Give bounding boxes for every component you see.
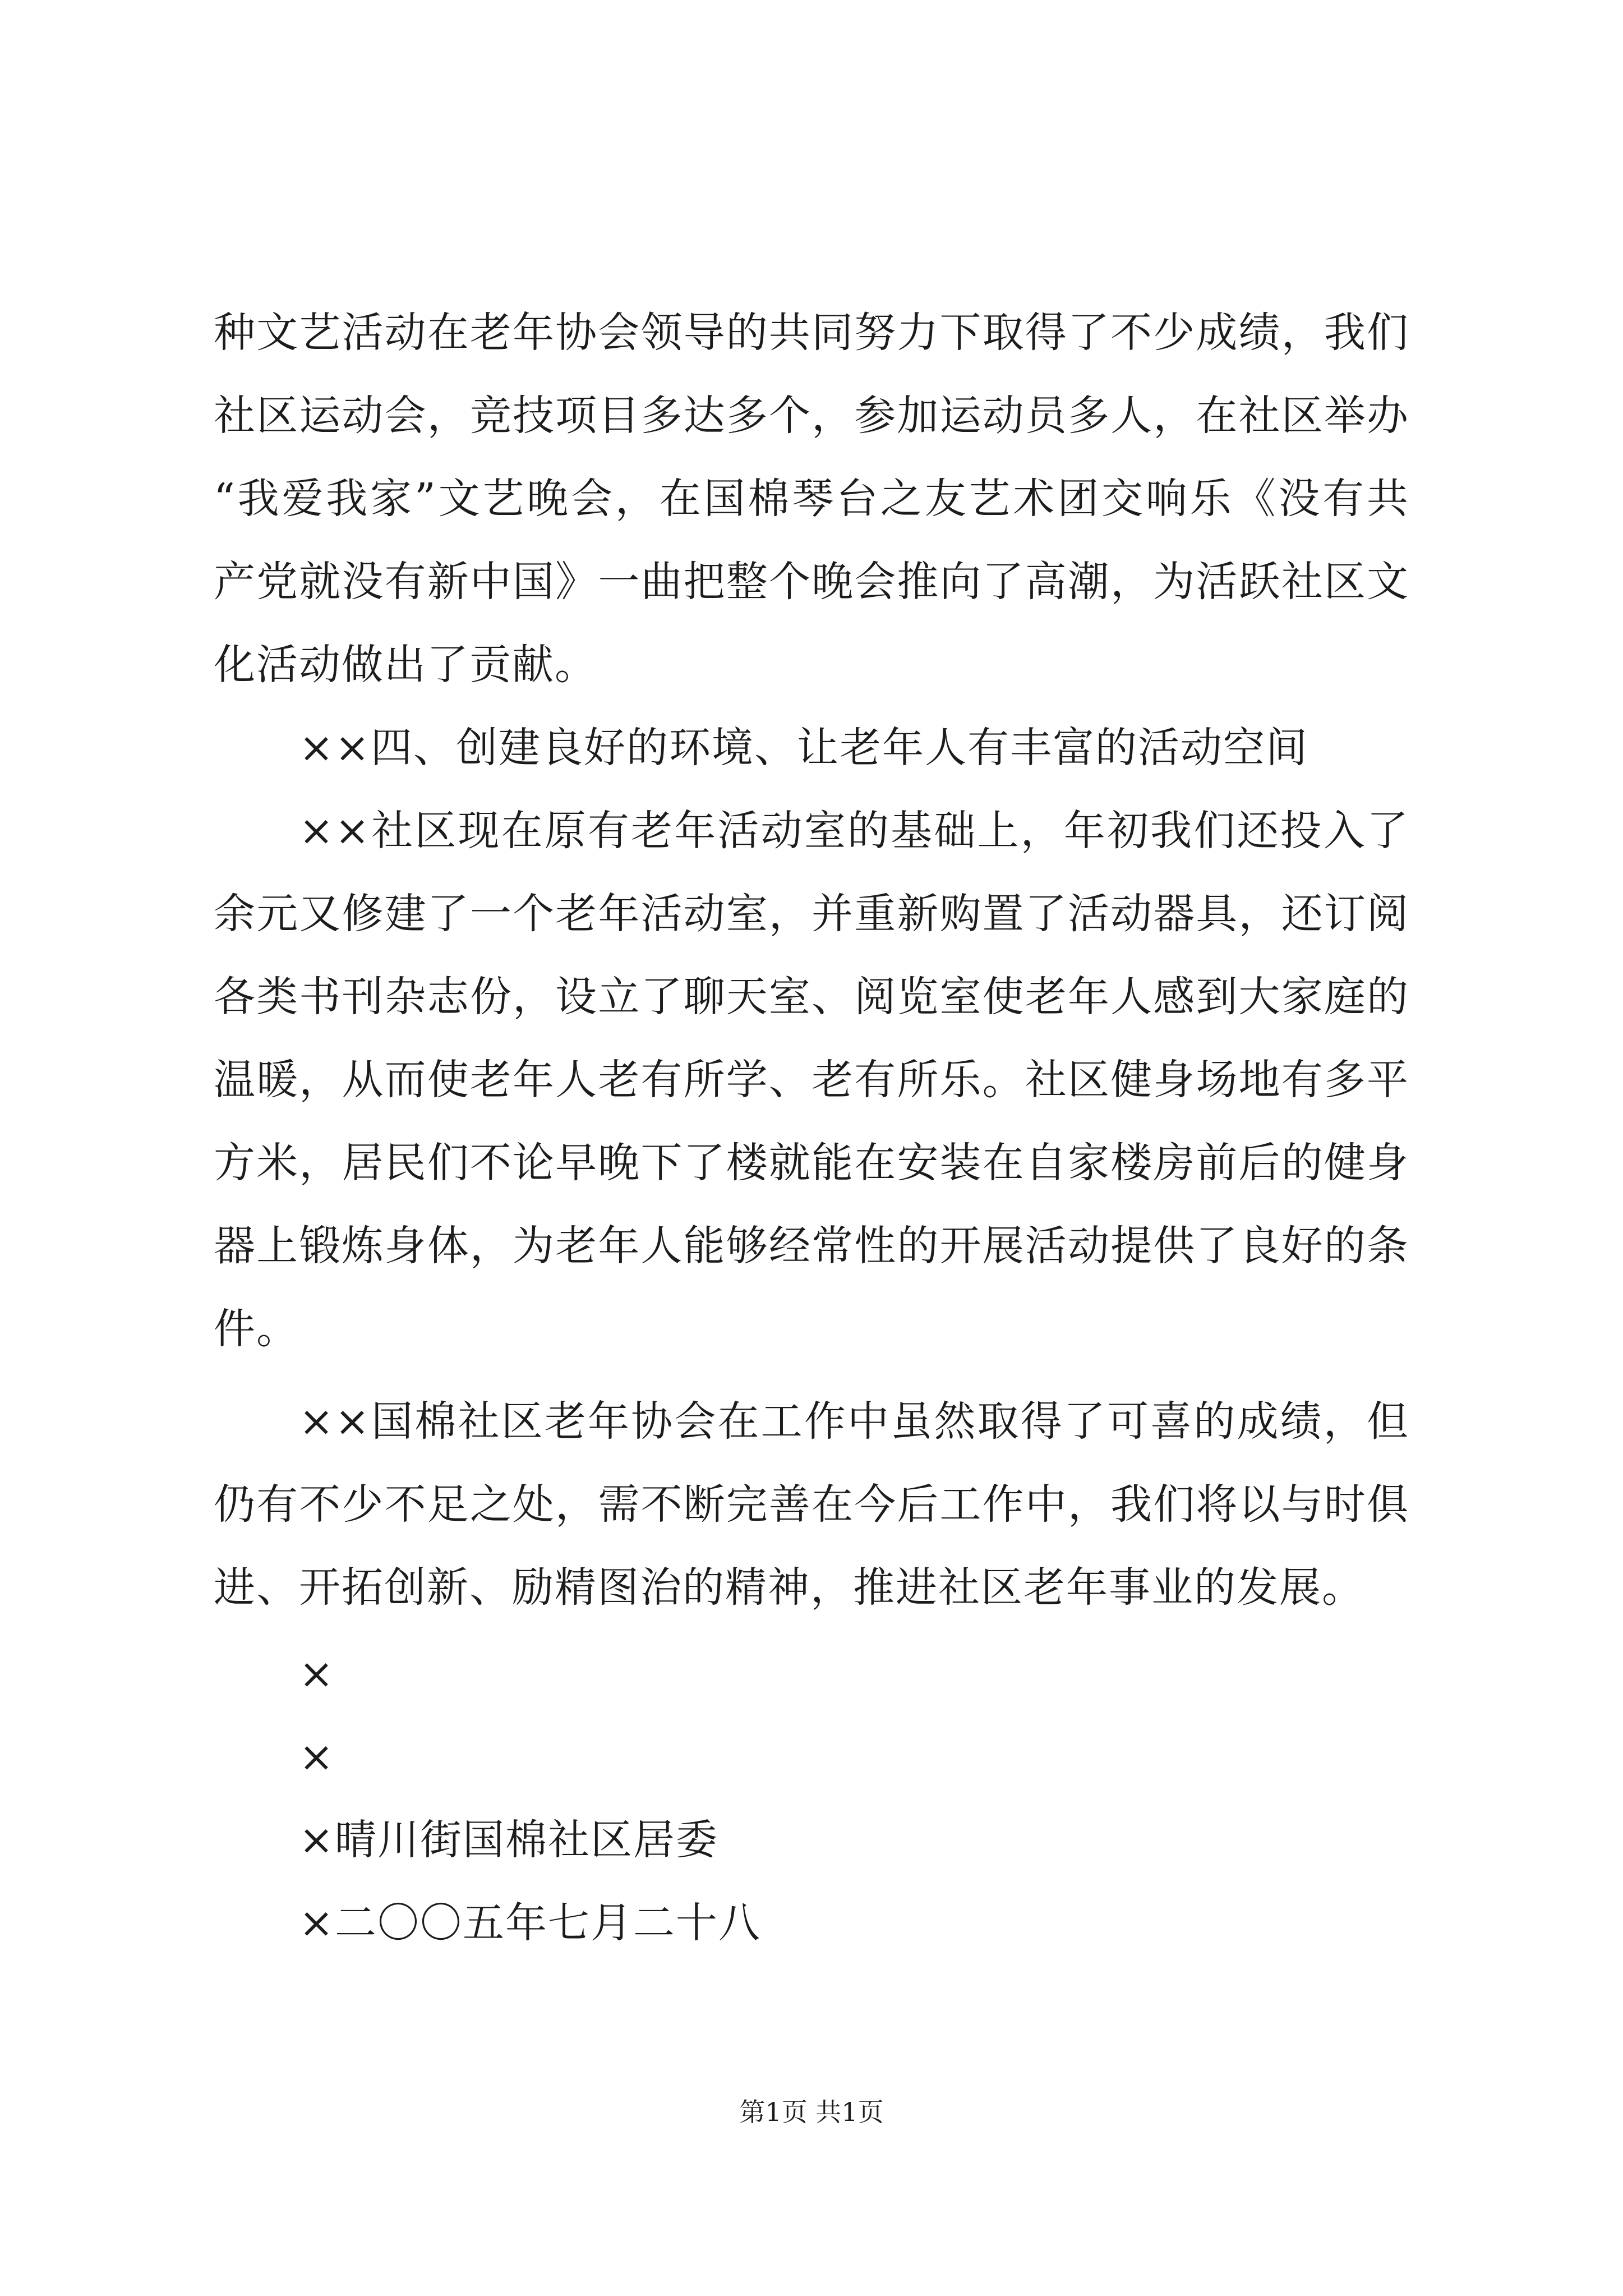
text-line: 化活动做出了贡献。	[214, 641, 597, 689]
document-body	[214, 291, 1409, 1964]
text-line: 方米，居民们不论早晚下了楼就能在安装在自家楼房前后的健身	[214, 1139, 1409, 1187]
text-line: 余元又修建了一个老年活动室，并重新购置了活动器具，还订阅	[214, 890, 1409, 938]
text-line: 产党就没有新中国》一曲把整个晚会推向了高潮，为活跃社区文	[214, 558, 1409, 606]
paragraph	[214, 1380, 1409, 1629]
text-line: ××国棉社区老年协会在工作中虽然取得了可喜的成绩，但	[299, 1397, 1409, 1446]
text-line: 进、开拓创新、励精图治的精神，推进社区老年事业的发展。	[214, 1563, 1364, 1612]
text-line: ××社区现在原有老年活动室的基础上，年初我们还投入了	[299, 807, 1409, 855]
text-line: 仍有不少不足之处，需不断完善在今后工作中，我们将以与时俱	[214, 1480, 1409, 1529]
text-line: ×	[299, 1733, 335, 1781]
text-line: ×	[299, 1650, 335, 1698]
text-line: 各类书刊杂志份，设立了聊天室、阅览室使老年人感到大家庭的	[214, 973, 1409, 1021]
paragraph	[214, 789, 1409, 1370]
placeholder-mark	[214, 1715, 1409, 1798]
placeholder-mark	[214, 1632, 1409, 1715]
text-line: 器上锻炼身体，为老年人能够经常性的开展活动提供了良好的条	[214, 1222, 1409, 1270]
signature-organization	[214, 1798, 1409, 1881]
text-line: “我爱我家”文艺晚会，在国棉琴台之友艺术团交响乐《没有共	[214, 475, 1409, 523]
text-line: ×二〇〇五年七月二十八	[299, 1899, 762, 1947]
text-line: 件。	[214, 1305, 299, 1353]
signature-date	[214, 1881, 1409, 1964]
text-line: ×晴川街国棉社区居委	[299, 1816, 719, 1864]
text-line: ××四、创建良好的环境、让老年人有丰富的活动空间	[299, 724, 1309, 772]
text-line: 温暖，从而使老年人老有所学、老有所乐。社区健身场地有多平	[214, 1056, 1409, 1104]
section-heading	[214, 706, 1409, 789]
text-line: 社区运动会，竞技项目多达多个，参加运动员多人，在社区举办	[214, 392, 1409, 440]
paragraph-continued	[214, 291, 1409, 706]
text-line: 种文艺活动在老年协会领导的共同努力下取得了不少成绩，我们	[214, 309, 1409, 357]
page-footer: 第1页 共1页	[739, 2097, 884, 2127]
